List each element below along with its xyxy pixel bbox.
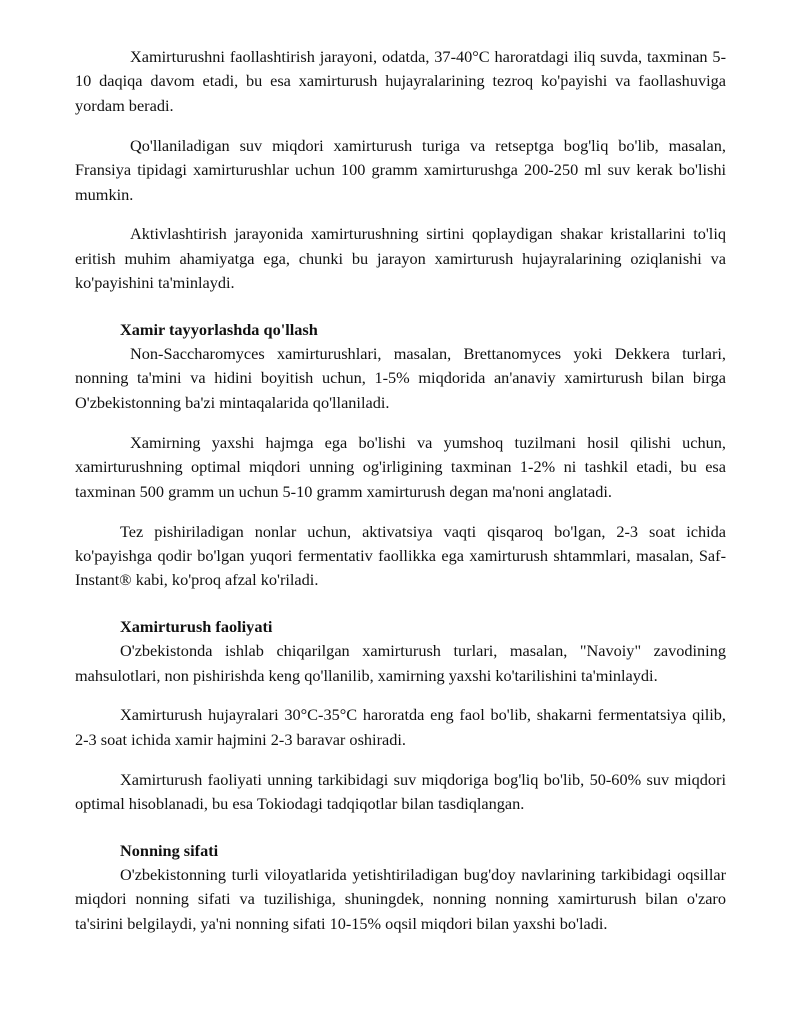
intro-paragraph-2: Qo'llaniladigan suv miqdori xamirturush turiga va retseptga bog'liq bo'lib, masalan, Fransiya tipidagi xamirturushlar uchun 100 gramm xamirturushga 200-250 ml suv kerak bo'lishi mumkin. bbox=[75, 135, 726, 204]
intro-paragraph-1: Xamirturushni faollashtirish jarayoni, odatda, 37-40°C haroratdagi iliq suvda, taxminan 5-10 daqiqa davom etadi, bu esa xamirturush hujayralarining tezroq ko'payishi va faollashuviga yordam beradi. bbox=[75, 47, 726, 115]
section2-paragraph-3: Xamirturush faoliyati unning tarkibidagi suv miqdoriga bog'liq bo'lib, 50-60% suv miqdori optimal hisoblanadi, bu esa Tokiodagi tadqiqotlar bilan tasdiqlangan. bbox=[75, 769, 726, 814]
section1-paragraph-3: Tez pishiriladigan nonlar uchun, aktivatsiya vaqti qisqaroq bo'lgan, 2-3 soat ichida ko'payishga qodir bo'lgan yuqori fermentativ faollikka ega xamirturush shtammlari, masalan, Saf-Instant® kabi, ko'proq afzal ko'riladi. bbox=[75, 521, 726, 590]
section2-paragraph-2: Xamirturush hujayralari 30°C-35°C haroratda eng faol bo'lib, shakarni fermentatsiya qilib, 2-3 soat ichida xamir hajmini 2-3 baravar oshiradi. bbox=[75, 705, 726, 749]
section2-paragraph-1: O'zbekistonda ishlab chiqarilgan xamirturush turlari, masalan, "Navoiy" zavodining mahsulotlari, non pishirishda keng qo'llanilib, xamirning yaxshi ko'tarilishini ta'minlaydi. bbox=[75, 641, 726, 685]
section-heading-bread-quality: Nonning sifati bbox=[120, 840, 219, 860]
document-page bbox=[75, 45, 726, 936]
section1-paragraph-1: Non-Saccharomyces xamirturushlari, masalan, Brettanomyces yoki Dekkera turlari, nonning ta'mini va hidini boyitish uchun, 1-5% miqdorida an'anaviy xamirturush bilan birga O'zbekistonning ba'zi mintaqalarida qo'llaniladi. bbox=[75, 344, 726, 412]
section3-paragraph-1: O'zbekistonning turli viloyatlarida yetishtiriladigan bug'doy navlarining tarkibidagi oqsillar miqdori nonning sifati va tuzilishiga, shuningdek, nonning nonning xamirturush bilan o'zaro ta'sirini belgilaydi, ya'ni nonning sifati 10-15% oqsil miqdori bilan yaxshi bo'ladi. bbox=[75, 864, 726, 933]
section-heading-dough-use: Xamir tayyorlashda qo'llash bbox=[120, 319, 318, 339]
section-heading-yeast-activity: Xamirturush faoliyati bbox=[120, 616, 273, 636]
intro-paragraph-3: Aktivlashtirish jarayonida xamirturushning sirtini qoplaydigan shakar kristallarini to'liq eritish muhim ahamiyatga ega, chunki bu jarayon xamirturush hujayralarining oziqlanishi va ko'payishini ta'minlaydi. bbox=[75, 224, 726, 293]
section1-paragraph-2: Xamirning yaxshi hajmga ega bo'lishi va yumshoq tuzilmani hosil qilishi uchun, xamirturushning optimal miqdori unning og'irligining taxminan 1-2% ni tashkil etadi, bu esa taxminan 500 gramm un uchun 5-10 gramm xamirturush degan ma'noni anglatadi. bbox=[75, 432, 726, 501]
